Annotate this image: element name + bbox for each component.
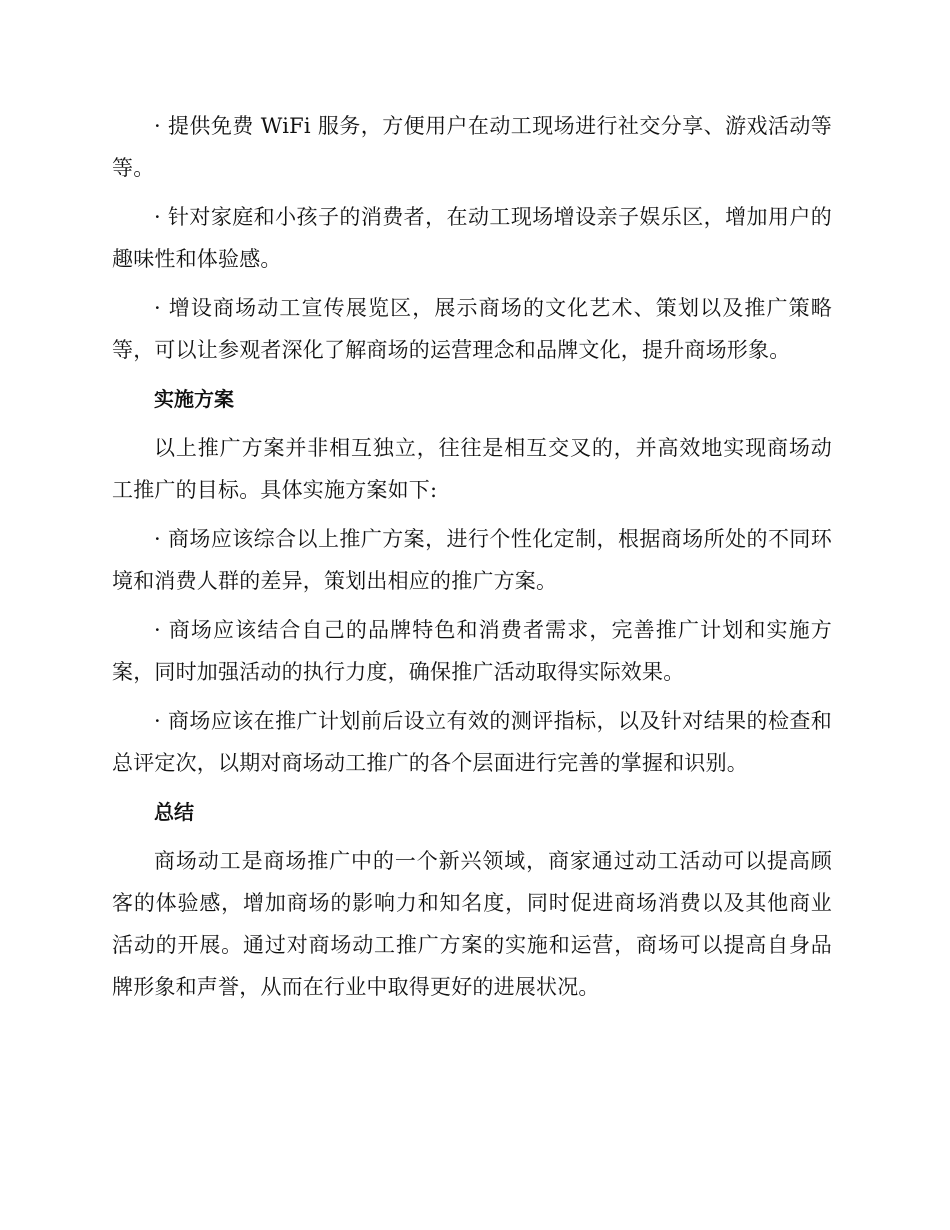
section-heading-summary: 总结 — [154, 800, 194, 824]
bullet-paragraph-exhibition: · 增设商场动工宣传展览区，展示商场的文化艺术、策划以及推广策略等，可以让参观者深化了解商场的运营理念和品牌文化，提升商场形象。 — [112, 296, 832, 362]
section-heading-implementation: 实施方案 — [154, 387, 234, 411]
bullet-paragraph-brand: · 商场应该结合自己的品牌特色和消费者需求，完善推广计划和实施方案，同时加强活动的执行力度，确保推广活动取得实际效果。 — [112, 618, 832, 684]
bullet-paragraph-evaluation: · 商场应该在推广计划前后设立有效的测评指标，以及针对结果的检查和总评定次，以期对商场动工推广的各个层面进行完善的掌握和识别。 — [112, 709, 832, 775]
bullet-paragraph-customization: · 商场应该综合以上推广方案，进行个性化定制，根据商场所处的不同环境和消费人群的差异，策划出相应的推广方案。 — [112, 527, 832, 593]
paragraph-implementation-intro: 以上推广方案并非相互独立，往往是相互交叉的，并高效地实现商场动工推广的目标。具体实施方案如下: — [112, 436, 832, 502]
paragraph-summary: 商场动工是商场推广中的一个新兴领域，商家通过动工活动可以提高顾客的体验感，增加商场的影响力和知名度，同时促进商场消费以及其他商业活动的开展。通过对商场动工推广方案的实施和运营，商场可以提高自身品牌形象和声誉，从而在行业中取得更好的进展状况。 — [112, 849, 832, 999]
document-body — [112, 105, 832, 1015]
bullet-paragraph-wifi: · 提供免费 WiFi 服务，方便用户在动工现场进行社交分享、游戏活动等等。 — [112, 114, 832, 180]
bullet-paragraph-family-zone: · 针对家庭和小孩子的消费者，在动工现场增设亲子娱乐区，增加用户的趣味性和体验感。 — [112, 205, 832, 271]
